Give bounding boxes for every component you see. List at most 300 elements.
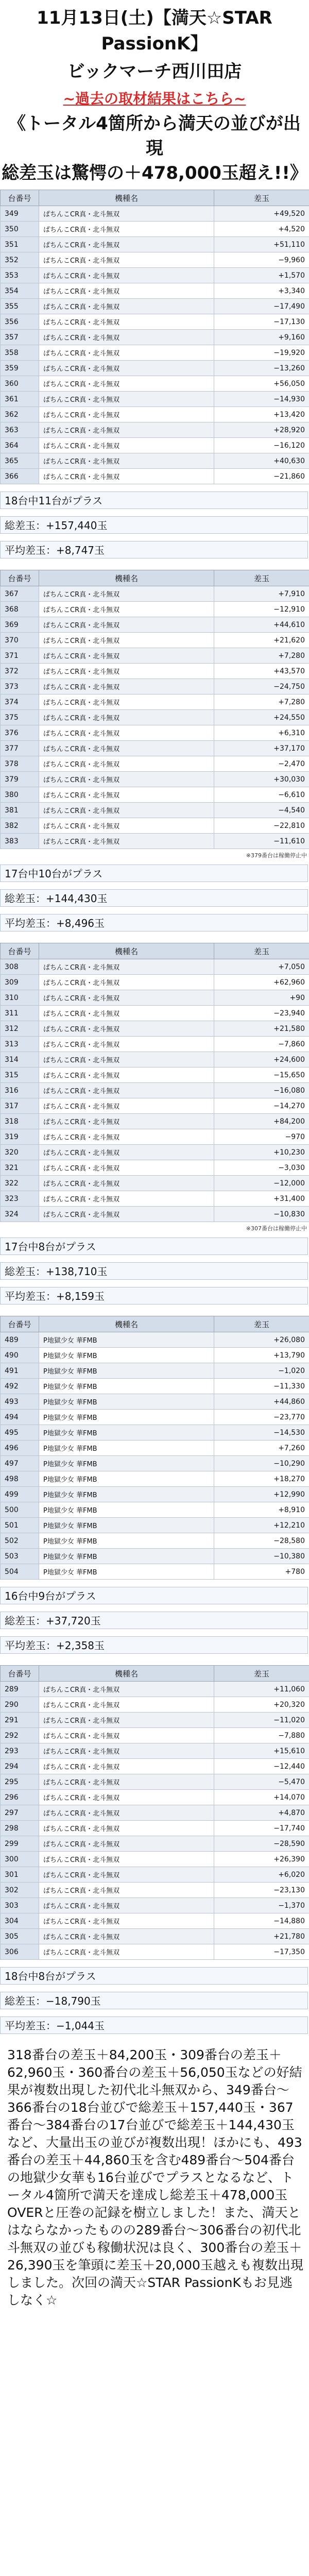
machine-number-cell: 314	[1, 1052, 39, 1067]
model-name-cell: ぱちんこCR真・北斗無双	[39, 237, 214, 252]
column-header-diff: 差玉	[214, 570, 309, 586]
model-name-cell: ぱちんこCR真・北斗無双	[39, 1207, 214, 1222]
spacer	[0, 931, 309, 939]
table-header-row	[1, 190, 309, 206]
diff-balls-cell: −6,610	[214, 787, 309, 803]
model-name-cell: ぱちんこCR真・北斗無双	[39, 741, 214, 756]
table-row	[1, 602, 309, 617]
model-name-cell: ぱちんこCR真・北斗無双	[39, 803, 214, 818]
diff-balls-cell: −2,470	[214, 756, 309, 772]
spacer	[0, 939, 309, 943]
table-row	[1, 818, 309, 834]
model-name-cell: ぱちんこCR真・北斗無双	[39, 1697, 214, 1713]
table-row	[1, 469, 309, 484]
machine-number-cell: 313	[1, 1037, 39, 1052]
model-name-cell: ぱちんこCR真・北斗無双	[39, 990, 214, 1006]
spacer	[0, 509, 309, 516]
machine-number-cell: 356	[1, 314, 39, 330]
average-diff-box: 平均差玉：+8,747玉	[0, 541, 308, 558]
headline-line-1: 《トータル4箇所から満天の並びが出現	[8, 113, 301, 159]
table-footnote: ※307番台は稼働停止中	[246, 1225, 307, 1232]
table-row	[1, 1774, 309, 1790]
diff-balls-cell: +7,910	[214, 586, 309, 602]
diff-balls-cell: −16,120	[214, 438, 309, 453]
model-name-cell: ぱちんこCR真・北斗無双	[39, 345, 214, 361]
model-name-cell: ぱちんこCR真・北斗無双	[39, 1129, 214, 1145]
table-row	[1, 664, 309, 679]
machine-number-cell: 324	[1, 1207, 39, 1222]
positive-count-box: 18台中8台がプラス	[0, 1967, 308, 1985]
results-table	[0, 570, 309, 849]
machine-number-cell: 298	[1, 1821, 39, 1836]
diff-balls-cell: −10,830	[214, 1207, 309, 1222]
table-row	[1, 679, 309, 694]
table-row	[1, 787, 309, 803]
table-row	[1, 1929, 309, 1944]
machine-number-cell: 366	[1, 469, 39, 484]
diff-balls-cell: −13,260	[214, 361, 309, 376]
result-section	[0, 566, 309, 939]
model-name-cell: P地獄少女 華FMB	[39, 1332, 214, 1348]
machine-number-cell: 318	[1, 1114, 39, 1129]
machine-number-cell: 383	[1, 834, 39, 849]
machine-number-cell: 373	[1, 679, 39, 694]
model-name-cell: ぱちんこCR真・北斗無双	[39, 422, 214, 438]
model-name-cell: ぱちんこCR真・北斗無双	[39, 1682, 214, 1697]
model-name-cell: ぱちんこCR真・北斗無双	[39, 617, 214, 633]
model-name-cell: P地獄少女 華FMB	[39, 1410, 214, 1425]
results-table	[0, 1316, 309, 1580]
column-header-model: 機種名	[39, 1666, 214, 1682]
column-header-machine-no: 台番号	[1, 943, 39, 959]
results-table	[0, 1665, 309, 1960]
spacer	[0, 882, 309, 889]
machine-number-cell: 320	[1, 1145, 39, 1160]
diff-balls-cell: −14,270	[214, 1098, 309, 1114]
table-row	[1, 1160, 309, 1176]
table-row	[1, 1067, 309, 1083]
table-row	[1, 422, 309, 438]
diff-balls-cell: +84,200	[214, 1114, 309, 1129]
table-row	[1, 1379, 309, 1394]
spacer	[0, 1233, 309, 1238]
model-name-cell: ぱちんこCR真・北斗無双	[39, 376, 214, 392]
diff-balls-cell: −1,370	[214, 1898, 309, 1913]
diff-balls-cell: +90	[214, 990, 309, 1006]
machine-number-cell: 379	[1, 772, 39, 787]
model-name-cell: ぱちんこCR真・北斗無双	[39, 1821, 214, 1836]
diff-balls-cell: +37,170	[214, 741, 309, 756]
table-row	[1, 314, 309, 330]
diff-balls-cell: −9,960	[214, 252, 309, 268]
diff-balls-cell: +8,910	[214, 1502, 309, 1518]
diff-balls-cell: +40,630	[214, 453, 309, 469]
model-name-cell: ぱちんこCR真・北斗無双	[39, 1052, 214, 1067]
diff-balls-cell: −14,530	[214, 1425, 309, 1440]
table-row	[1, 361, 309, 376]
table-row	[1, 803, 309, 818]
spacer	[0, 185, 309, 190]
diff-balls-cell: +12,210	[214, 1518, 309, 1533]
diff-balls-cell: +24,550	[214, 710, 309, 725]
diff-balls-cell: −16,080	[214, 1083, 309, 1098]
diff-balls-cell: +21,780	[214, 1929, 309, 1944]
machine-number-cell: 504	[1, 1564, 39, 1580]
spacer	[0, 1604, 309, 1612]
table-row	[1, 990, 309, 1006]
diff-balls-cell: −17,740	[214, 1821, 309, 1836]
results-table	[0, 943, 309, 1222]
table-row	[1, 1549, 309, 1564]
table-row	[1, 376, 309, 392]
positive-count-box: 17台中10台がプラス	[0, 865, 308, 882]
model-name-cell: ぱちんこCR真・北斗無双	[39, 1176, 214, 1191]
spacer	[0, 2034, 309, 2041]
diff-balls-cell: +7,260	[214, 1440, 309, 1456]
table-header-row	[1, 1316, 309, 1332]
model-name-cell: ぱちんこCR真・北斗無双	[39, 1883, 214, 1898]
table-row	[1, 268, 309, 283]
machine-number-cell: 355	[1, 299, 39, 314]
table-row	[1, 586, 309, 602]
table-row	[1, 1564, 309, 1580]
machine-number-cell: 503	[1, 1549, 39, 1564]
total-diff-box: 総差玉：+138,710玉	[0, 1262, 308, 1280]
machine-number-cell: 351	[1, 237, 39, 252]
table-row	[1, 1682, 309, 1697]
diff-balls-cell: +43,570	[214, 664, 309, 679]
machine-number-cell: 353	[1, 268, 39, 283]
table-row	[1, 1487, 309, 1502]
machine-number-cell: 291	[1, 1713, 39, 1728]
diff-balls-cell: −3,030	[214, 1160, 309, 1176]
machine-number-cell: 372	[1, 664, 39, 679]
machine-number-cell: 497	[1, 1456, 39, 1471]
table-row	[1, 1083, 309, 1098]
table-row	[1, 1363, 309, 1379]
spacer	[0, 1661, 309, 1665]
diff-balls-cell: −10,380	[214, 1549, 309, 1564]
machine-number-cell: 293	[1, 1743, 39, 1759]
store-name: ビックマーチ西川田店	[67, 61, 242, 82]
table-row	[1, 1759, 309, 1774]
machine-number-cell: 362	[1, 407, 39, 422]
diff-balls-cell: +3,340	[214, 283, 309, 299]
machine-number-cell: 308	[1, 959, 39, 975]
spacer	[0, 484, 309, 492]
model-name-cell: ぱちんこCR真・北斗無双	[39, 1867, 214, 1883]
results-sections	[0, 185, 309, 2041]
model-name-cell: ぱちんこCR真・北斗無双	[39, 710, 214, 725]
model-name-cell: ぱちんこCR真・北斗無双	[39, 299, 214, 314]
closing-paragraph: 318番台の差玉＋84,200玉・309番台の差玉＋62,960玉・360番台の差玉＋56,050玉などの好結果が複数出現した初代北斗無双から、349番台〜366番台の18台並びで総差玉＋157,440玉・367番台〜384番台の17台並びで総差玉＋144,430玉など、大量出玉の並びが複数出現！ほかにも、493番台の差玉＋44,860玉を含む489番台〜504番台の地獄少女華も16台並びでプラスとなるなど、トータル4箇所で満天を達成し総差玉＋478,000玉OVERと圧巻の記録を樹立しました！また、満天とはならなかったものの289番台〜306番台の初代北斗無双の並びも稼働状況は良く、300番台の差玉＋26,390玉を筆頭に差玉＋20,000玉越えも複数出現しました。次回の満天☆STAR PassionKもお見逃しなく☆	[7, 2047, 303, 2308]
positive-count-box: 16台中9台がプラス	[0, 1587, 308, 1604]
model-name-cell: ぱちんこCR真・北斗無双	[39, 222, 214, 237]
table-row	[1, 438, 309, 453]
machine-number-cell: 319	[1, 1129, 39, 1145]
table-row	[1, 392, 309, 407]
diff-balls-cell: −28,580	[214, 1533, 309, 1549]
model-name-cell: ぱちんこCR真・北斗無双	[39, 1098, 214, 1114]
model-name-cell: ぱちんこCR真・北斗無双	[39, 1713, 214, 1728]
model-name-cell: ぱちんこCR真・北斗無双	[39, 392, 214, 407]
diff-balls-cell: −17,350	[214, 1944, 309, 1960]
diff-balls-cell: +26,390	[214, 1852, 309, 1867]
table-row	[1, 345, 309, 361]
machine-number-cell: 496	[1, 1440, 39, 1456]
model-name-cell: P地獄少女 華FMB	[39, 1363, 214, 1379]
headline-line-2: 総差玉は驚愕の＋478,000玉超え!!》	[2, 163, 307, 183]
model-name-cell: P地獄少女 華FMB	[39, 1379, 214, 1394]
table-row	[1, 741, 309, 756]
table-row	[1, 237, 309, 252]
diff-balls-cell: −4,540	[214, 803, 309, 818]
machine-number-cell: 365	[1, 453, 39, 469]
model-name-cell: ぱちんこCR真・北斗無双	[39, 1913, 214, 1929]
table-row	[1, 1898, 309, 1913]
machine-number-cell: 490	[1, 1348, 39, 1363]
diff-balls-cell: −17,130	[214, 314, 309, 330]
machine-number-cell: 374	[1, 694, 39, 710]
result-section	[0, 939, 309, 1312]
table-row	[1, 1332, 309, 1348]
model-name-cell: ぱちんこCR真・北斗無双	[39, 453, 214, 469]
machine-number-cell: 498	[1, 1471, 39, 1487]
machine-number-cell: 290	[1, 1697, 39, 1713]
model-name-cell: P地獄少女 華FMB	[39, 1471, 214, 1487]
machine-number-cell: 378	[1, 756, 39, 772]
model-name-cell: ぱちんこCR真・北斗無双	[39, 330, 214, 345]
model-name-cell: ぱちんこCR真・北斗無双	[39, 586, 214, 602]
model-name-cell: ぱちんこCR真・北斗無双	[39, 694, 214, 710]
table-row	[1, 694, 309, 710]
model-name-cell: P地獄少女 華FMB	[39, 1425, 214, 1440]
spacer	[0, 534, 309, 541]
total-diff-box: 総差玉：+144,430玉	[0, 889, 308, 907]
table-row	[1, 1471, 309, 1487]
table-row	[1, 222, 309, 237]
diff-balls-cell: −11,610	[214, 834, 309, 849]
diff-balls-cell: +14,070	[214, 1790, 309, 1805]
diff-balls-cell: +26,080	[214, 1332, 309, 1348]
model-name-cell: ぱちんこCR真・北斗無双	[39, 1805, 214, 1821]
machine-number-cell: 322	[1, 1176, 39, 1191]
table-row	[1, 1114, 309, 1129]
machine-number-cell: 316	[1, 1083, 39, 1098]
diff-balls-cell: +9,160	[214, 330, 309, 345]
results-table	[0, 190, 309, 484]
model-name-cell: ぱちんこCR真・北斗無双	[39, 679, 214, 694]
model-name-cell: ぱちんこCR真・北斗無双	[39, 361, 214, 376]
machine-number-cell: 294	[1, 1759, 39, 1774]
model-name-cell: P地獄少女 華FMB	[39, 1487, 214, 1502]
model-name-cell: ぱちんこCR真・北斗無双	[39, 1067, 214, 1083]
table-row	[1, 330, 309, 345]
model-name-cell: ぱちんこCR真・北斗無双	[39, 648, 214, 664]
table-row	[1, 1410, 309, 1425]
diff-balls-cell: +21,580	[214, 1021, 309, 1037]
model-name-cell: ぱちんこCR真・北斗無双	[39, 1790, 214, 1805]
table-row	[1, 633, 309, 648]
model-name-cell: ぱちんこCR真・北斗無双	[39, 772, 214, 787]
machine-number-cell: 350	[1, 222, 39, 237]
machine-number-cell: 302	[1, 1883, 39, 1898]
diff-balls-cell: −17,490	[214, 299, 309, 314]
machine-number-cell: 292	[1, 1728, 39, 1743]
model-name-cell: ぱちんこCR真・北斗無双	[39, 1145, 214, 1160]
machine-number-cell: 310	[1, 990, 39, 1006]
average-diff-box: 平均差玉：+2,358玉	[0, 1636, 308, 1654]
machine-number-cell: 492	[1, 1379, 39, 1394]
table-row	[1, 1821, 309, 1836]
table-row	[1, 975, 309, 990]
machine-number-cell: 296	[1, 1790, 39, 1805]
spacer	[0, 1960, 309, 1967]
machine-number-cell: 323	[1, 1191, 39, 1207]
diff-balls-cell: +6,310	[214, 725, 309, 741]
diff-balls-cell: −23,770	[214, 1410, 309, 1425]
diff-balls-cell: +44,860	[214, 1394, 309, 1410]
diff-balls-cell: −5,470	[214, 1774, 309, 1790]
model-name-cell: ぱちんこCR真・北斗無双	[39, 959, 214, 975]
diff-balls-cell: −970	[214, 1129, 309, 1145]
table-row	[1, 1867, 309, 1883]
model-name-cell: ぱちんこCR真・北斗無双	[39, 268, 214, 283]
diff-balls-cell: +11,060	[214, 1682, 309, 1697]
machine-number-cell: 493	[1, 1394, 39, 1410]
diff-balls-cell: +6,020	[214, 1867, 309, 1883]
table-row	[1, 710, 309, 725]
diff-balls-cell: −11,330	[214, 1379, 309, 1394]
diff-balls-cell: −7,860	[214, 1037, 309, 1052]
result-section	[0, 1312, 309, 1661]
machine-number-cell: 305	[1, 1929, 39, 1944]
result-section	[0, 185, 309, 566]
diff-balls-cell: +780	[214, 1564, 309, 1580]
table-row	[1, 1440, 309, 1456]
spacer	[0, 860, 309, 865]
machine-number-cell: 315	[1, 1067, 39, 1083]
diff-balls-cell: +31,400	[214, 1191, 309, 1207]
machine-number-cell: 495	[1, 1425, 39, 1440]
table-row	[1, 1052, 309, 1067]
spacer	[0, 1580, 309, 1587]
spacer	[0, 558, 309, 566]
machine-number-cell: 502	[1, 1533, 39, 1549]
diff-balls-cell: +28,920	[214, 422, 309, 438]
diff-balls-cell: +30,030	[214, 772, 309, 787]
table-row	[1, 648, 309, 664]
model-name-cell: P地獄少女 華FMB	[39, 1533, 214, 1549]
model-name-cell: ぱちんこCR真・北斗無双	[39, 725, 214, 741]
spacer	[0, 1629, 309, 1636]
machine-number-cell: 376	[1, 725, 39, 741]
machine-number-cell: 289	[1, 1682, 39, 1697]
machine-number-cell: 377	[1, 741, 39, 756]
diff-balls-cell: +15,610	[214, 1743, 309, 1759]
column-header-machine-no: 台番号	[1, 570, 39, 586]
diff-balls-cell: +7,280	[214, 648, 309, 664]
model-name-cell: ぱちんこCR真・北斗無双	[39, 1774, 214, 1790]
machine-number-cell: 369	[1, 617, 39, 633]
table-row	[1, 1502, 309, 1518]
table-footnote: ※379番台は稼働停止中	[246, 852, 307, 859]
model-name-cell: P地獄少女 華FMB	[39, 1348, 214, 1363]
machine-number-cell: 311	[1, 1006, 39, 1021]
table-row	[1, 1743, 309, 1759]
machine-number-cell: 364	[1, 438, 39, 453]
table-header-row	[1, 570, 309, 586]
model-name-cell: P地獄少女 華FMB	[39, 1456, 214, 1471]
spacer	[0, 1304, 309, 1312]
spacer	[0, 2009, 309, 2016]
diff-balls-cell: +21,620	[214, 633, 309, 648]
machine-number-cell: 382	[1, 818, 39, 834]
spacer	[0, 1255, 309, 1262]
model-name-cell: ぱちんこCR真・北斗無双	[39, 834, 214, 849]
past-results-link[interactable]: ~過去の取材結果はこちら~	[63, 90, 246, 107]
table-row	[1, 1790, 309, 1805]
table-row	[1, 617, 309, 633]
table-row	[1, 772, 309, 787]
machine-number-cell: 370	[1, 633, 39, 648]
spacer	[0, 1654, 309, 1661]
spacer	[0, 907, 309, 914]
table-row	[1, 252, 309, 268]
machine-number-cell: 367	[1, 586, 39, 602]
diff-balls-cell: +4,520	[214, 222, 309, 237]
diff-balls-cell: +7,280	[214, 694, 309, 710]
model-name-cell: ぱちんこCR真・北斗無双	[39, 469, 214, 484]
diff-balls-cell: −15,650	[214, 1067, 309, 1083]
machine-number-cell: 381	[1, 803, 39, 818]
table-header-row	[1, 943, 309, 959]
machine-number-cell: 500	[1, 1502, 39, 1518]
diff-balls-cell: +44,610	[214, 617, 309, 633]
machine-number-cell: 359	[1, 361, 39, 376]
machine-number-cell: 368	[1, 602, 39, 617]
model-name-cell: ぱちんこCR真・北斗無双	[39, 1037, 214, 1052]
machine-number-cell: 301	[1, 1867, 39, 1883]
table-row	[1, 1425, 309, 1440]
table-row	[1, 1098, 309, 1114]
machine-number-cell: 354	[1, 283, 39, 299]
model-name-cell: ぱちんこCR真・北斗無双	[39, 206, 214, 222]
event-date-title: 11月13日(土)【満天☆STAR PassionK】	[37, 8, 272, 54]
model-name-cell: ぱちんこCR真・北斗無双	[39, 1083, 214, 1098]
table-row	[1, 453, 309, 469]
machine-number-cell: 494	[1, 1410, 39, 1425]
result-section	[0, 1661, 309, 2041]
model-name-cell: ぱちんこCR真・北斗無双	[39, 756, 214, 772]
diff-balls-cell: −21,860	[214, 469, 309, 484]
table-row	[1, 1883, 309, 1898]
table-row	[1, 1533, 309, 1549]
model-name-cell: P地獄少女 華FMB	[39, 1440, 214, 1456]
diff-balls-cell: −11,020	[214, 1713, 309, 1728]
column-header-diff: 差玉	[214, 1666, 309, 1682]
machine-number-cell: 349	[1, 206, 39, 222]
diff-balls-cell: −24,750	[214, 679, 309, 694]
model-name-cell: ぱちんこCR真・北斗無双	[39, 407, 214, 422]
model-name-cell: ぱちんこCR真・北斗無双	[39, 1852, 214, 1867]
total-diff-box: 総差玉：+157,440玉	[0, 516, 308, 534]
machine-number-cell: 360	[1, 376, 39, 392]
spacer	[0, 1985, 309, 1992]
table-row	[1, 407, 309, 422]
diff-balls-cell: −28,590	[214, 1836, 309, 1852]
diff-balls-cell: −7,880	[214, 1728, 309, 1743]
